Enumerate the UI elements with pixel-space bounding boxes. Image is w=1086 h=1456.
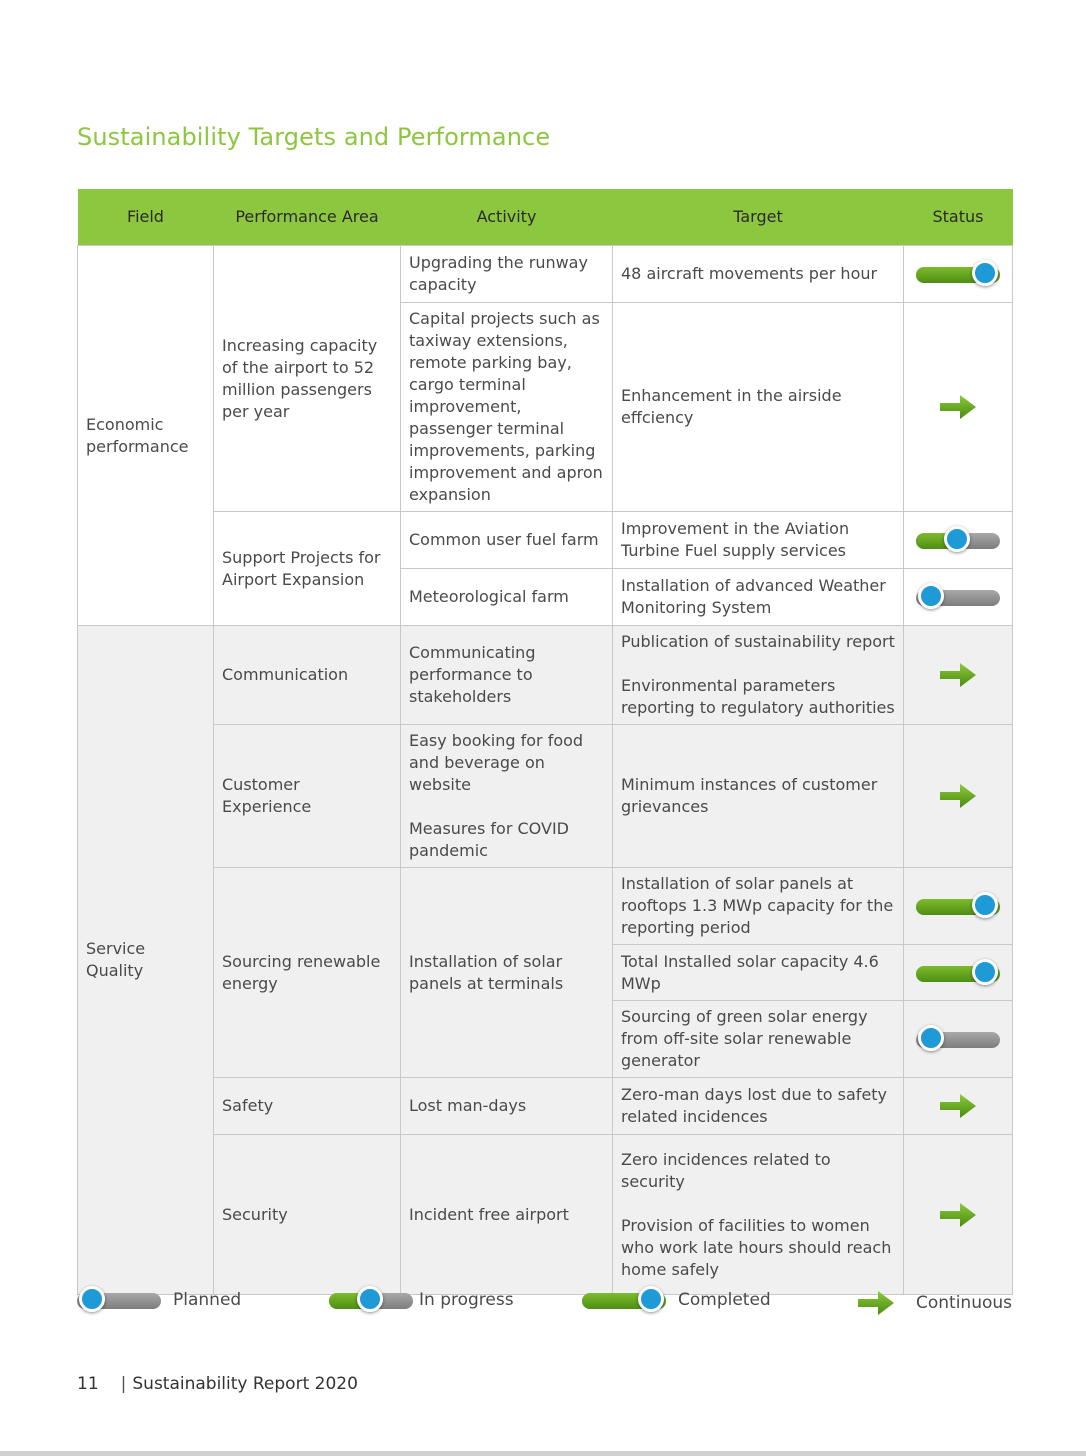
- activity-solar: Installation of solar panels at terminals: [401, 868, 613, 1078]
- activity-capital: Capital projects such as taxiway extensions, remote parking bay, cargo terminal improvement, passenger terminal improvements, parking improvement and apron expansion: [401, 303, 613, 512]
- target-zero-safety: Zero-man days lost due to safety related incidences: [613, 1078, 904, 1135]
- status-cell: [904, 303, 1013, 512]
- report-name: Sustainability Report 2020: [132, 1374, 358, 1394]
- completed-toggle-icon: [582, 1288, 666, 1312]
- legend-completed: [582, 1288, 771, 1312]
- page-title: Sustainability Targets and Performance: [77, 123, 551, 151]
- header-field: Field: [78, 189, 214, 246]
- target-communication: [613, 626, 904, 725]
- table-header-row: [78, 189, 1013, 246]
- target-security: [613, 1135, 904, 1295]
- field-service: Service Quality: [78, 626, 214, 1295]
- activity-met: Meteorological farm: [401, 569, 613, 626]
- status-cell: [904, 1078, 1013, 1135]
- page-number: 11: [77, 1374, 99, 1394]
- table-row: [78, 246, 1013, 303]
- continuous-arrow-icon: [938, 1091, 978, 1121]
- completed-toggle-icon: [916, 894, 1000, 918]
- planned-toggle-icon: [916, 1027, 1000, 1051]
- header-activity: Activity: [401, 189, 613, 246]
- area-support: Support Projects for Airport Expansion: [214, 512, 401, 626]
- target-rooftop: Installation of solar panels at rooftops 1.3 MWp capacity for the reporting period: [613, 868, 904, 945]
- target-green: Sourcing of green solar energy from off-site solar renewable generator: [613, 1001, 904, 1078]
- continuous-arrow-icon: [938, 392, 978, 422]
- table-row: [78, 1078, 1013, 1135]
- continuous-arrow-icon: [856, 1288, 896, 1318]
- activity-comm: Communicating performance to stakeholders: [401, 626, 613, 725]
- legend-planned-label: Planned: [173, 1290, 242, 1310]
- continuous-arrow-icon: [938, 781, 978, 811]
- completed-toggle-icon: [916, 262, 1000, 286]
- status-cell: [904, 945, 1013, 1001]
- continuous-arrow-icon: [938, 660, 978, 690]
- table-row: [78, 512, 1013, 569]
- legend-planned: [77, 1288, 241, 1312]
- target-envparams: Environmental parameters reporting to regulatory authorities: [621, 676, 895, 717]
- area-renewable: Sourcing renewable energy: [214, 868, 401, 1078]
- status-cell: [904, 868, 1013, 945]
- activity-covid: Measures for COVID pandemic: [409, 819, 569, 860]
- area-security: Security: [214, 1135, 401, 1295]
- completed-toggle-icon: [916, 961, 1000, 985]
- continuous-arrow-icon: [938, 1200, 978, 1230]
- planned-toggle-icon: [77, 1288, 161, 1312]
- status-cell: [904, 512, 1013, 569]
- target-grievances: Minimum instances of customer grievances: [613, 725, 904, 868]
- status-cell: [904, 725, 1013, 868]
- table-row: [78, 725, 1013, 868]
- status-cell: [904, 626, 1013, 725]
- area-safety: Safety: [214, 1078, 401, 1135]
- status-legend: [0, 1288, 1086, 1318]
- target-total: Total Installed solar capacity 4.6 MWp: [613, 945, 904, 1001]
- field-economic: Economic performance: [78, 246, 214, 626]
- table-row: [78, 868, 1013, 945]
- activity-booking: Easy booking for food and beverage on website: [409, 731, 584, 794]
- status-cell: [904, 1001, 1013, 1078]
- page-footer: 11 | Sustainability Report 2020: [77, 1374, 358, 1394]
- legend-continuous: [856, 1288, 1012, 1318]
- bottom-rule: [0, 1451, 1086, 1456]
- status-cell: [904, 246, 1013, 303]
- activity-customer: [401, 725, 613, 868]
- in-progress-toggle-icon: [329, 1288, 413, 1312]
- target-atf: Improvement in the Aviation Turbine Fuel supply services: [613, 512, 904, 569]
- target-aircraft: 48 aircraft movements per hour: [613, 246, 904, 303]
- planned-toggle-icon: [916, 585, 1000, 609]
- target-report: Publication of sustainability report: [621, 632, 895, 651]
- area-customer: Customer Experience: [214, 725, 401, 868]
- status-cell: [904, 569, 1013, 626]
- header-performance-area: Performance Area: [214, 189, 401, 246]
- activity-runway: Upgrading the runway capacity: [401, 246, 613, 303]
- activity-fuel: Common user fuel farm: [401, 512, 613, 569]
- target-weather: Installation of advanced Weather Monitoring System: [613, 569, 904, 626]
- target-women: Provision of facilities to women who work late hours should reach home safely: [621, 1215, 892, 1279]
- legend-continuous-label: Continuous: [916, 1293, 1013, 1313]
- legend-in-progress-label: In progress: [419, 1290, 514, 1310]
- target-zero-security: Zero incidences related to security: [621, 1149, 831, 1191]
- area-capacity: Increasing capacity of the airport to 52 million passengers per year: [214, 246, 401, 512]
- status-cell: [904, 1135, 1013, 1295]
- target-airside: Enhancement in the airside effciency: [613, 303, 904, 512]
- activity-lost: Lost man-days: [401, 1078, 613, 1135]
- legend-in-progress: [329, 1288, 514, 1312]
- legend-completed-label: Completed: [678, 1290, 771, 1310]
- activity-incident: Incident free airport: [401, 1135, 613, 1295]
- header-target: Target: [613, 189, 904, 246]
- targets-table: [77, 189, 1013, 1295]
- table-row: [78, 626, 1013, 725]
- in-progress-toggle-icon: [916, 528, 1000, 552]
- header-status: Status: [904, 189, 1013, 246]
- table-row: [78, 1135, 1013, 1295]
- area-communication: Communication: [214, 626, 401, 725]
